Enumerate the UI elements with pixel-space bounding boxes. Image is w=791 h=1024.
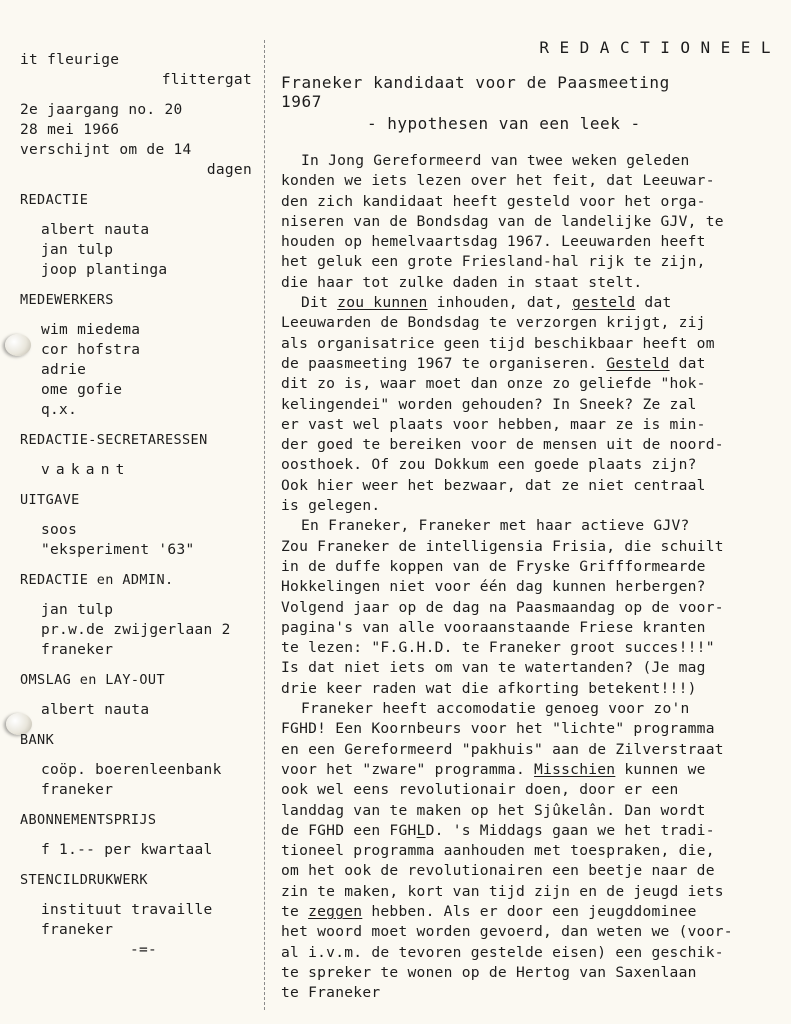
- newsletter-title-line2: flittergat: [161, 72, 252, 88]
- colophon-line: "eksperiment '63": [41, 542, 195, 558]
- article-line: Leeuwarden de Bondsdag te verzorgen krijgt, zij: [281, 314, 706, 332]
- article-line: het geluk een grote Friesland-hal rijk te zijn,: [281, 253, 706, 271]
- underlined-text: L: [416, 821, 426, 839]
- article-line: der goed te bereiken voor de mensen uit de noord-: [281, 436, 724, 454]
- colophon-line: franeker: [41, 922, 114, 938]
- article-line: zin te maken, kort van tijd zijn en de jeugd iets: [281, 882, 724, 900]
- colophon-line: instituut travaille: [41, 902, 213, 918]
- article-line: kelingendei" worden gehouden? In Sneek? Ze zal: [281, 395, 697, 413]
- colophon-line: q.x.: [41, 402, 78, 418]
- article-line: Hokkelingen niet voor één dag kunnen herbergen?: [281, 578, 706, 596]
- colophon-line: cor hofstra: [41, 342, 141, 358]
- text-segment: de FGHD een FGH: [281, 821, 417, 839]
- masthead: REDACTIONEEL: [539, 38, 781, 57]
- frequency-line1: verschijnt om de 14: [20, 142, 192, 158]
- end-mark: -=-: [130, 942, 158, 958]
- article-line: als organisatrice geen tijd beschikbaar heeft om: [281, 334, 715, 352]
- article-line: FGHD! Een Koornbeurs voor het "lichte" programma: [281, 720, 715, 738]
- colophon-line: soos: [41, 522, 78, 538]
- text-segment: Dit: [301, 294, 338, 312]
- article-line: konden we iets lezen over het feit, dat Leeuwar-: [281, 172, 715, 190]
- colophon-line: adrie: [41, 362, 87, 378]
- text-segment: kunnen we: [615, 760, 706, 778]
- colophon-line: ome gofie: [41, 382, 123, 398]
- article-line: dit zo is, waar moet dan onze zo geliefde "hok-: [281, 375, 706, 393]
- article-line: te lezen: "F.G.H.D. te Franeker groot succes!!!": [281, 639, 715, 657]
- article-body: [281, 151, 773, 1003]
- article-line: al i.v.m. de tevoren gestelde eisen) een geschik-: [281, 943, 724, 961]
- colophon-line: wim miedema: [41, 322, 141, 338]
- article-line: Volgend jaar op de dag na Paasmaandag op de voor-: [281, 598, 724, 616]
- article-line: landdag van te maken op het Sjûkelân. Dan wordt: [281, 801, 706, 819]
- article-line: in de duffe koppen van de Fryske Griffformearde: [281, 557, 706, 575]
- article-line: [281, 902, 773, 922]
- underlined-text: gesteld: [572, 294, 636, 312]
- colophon-line: albert nauta: [41, 222, 150, 238]
- article-line: [281, 354, 773, 374]
- underlined-text: zou kunnen: [337, 294, 428, 312]
- article-line: pagina's van alle vooraanstaande Friese kranten: [281, 618, 706, 636]
- column-divider: [264, 40, 265, 1010]
- text-segment: dat: [635, 294, 672, 312]
- colophon: [20, 50, 252, 960]
- section-heading-bank: BANK: [20, 732, 55, 748]
- article-line: Ook hier weer het bezwaar, dat ze niet centraal: [281, 476, 706, 494]
- text-segment: D. 's Middags gaan we het tradi-: [425, 821, 715, 839]
- article-line: En Franeker, Franeker met haar actieve GJV?: [301, 517, 690, 535]
- underlined-text: zeggen: [308, 902, 363, 920]
- colophon-line: franeker: [41, 642, 114, 658]
- article-line: te spreker te wonen op de Hertog van Saxenlaan: [281, 963, 697, 981]
- headline-line2: 1967: [281, 92, 322, 111]
- colophon-line: jan tulp: [41, 602, 114, 618]
- text-segment: voor het "zware" programma.: [281, 760, 535, 778]
- underlined-text: Gesteld: [606, 354, 670, 372]
- colophon-line: albert nauta: [41, 702, 150, 718]
- colophon-line: pr.w.de zwijgerlaan 2: [41, 622, 231, 638]
- frequency-line2: dagen: [206, 162, 252, 178]
- article-line: houden op hemelvaartsdag 1967. Leeuwarden heeft: [281, 233, 706, 251]
- article: [281, 38, 781, 1003]
- colophon-line: coöp. boerenleenbank: [41, 762, 222, 778]
- colophon-line: f 1.-- per kwartaal: [41, 842, 213, 858]
- section-heading-secretaressen: REDACTIE-SECRETARESSEN: [20, 432, 208, 448]
- article-line: het woord moet worden gevoerd, dan weten we (voor-: [281, 923, 733, 941]
- text-segment: dat: [669, 354, 706, 372]
- section-heading-redactie: REDACTIE: [20, 192, 89, 208]
- article-line: [281, 821, 773, 841]
- section-heading-abonnement: ABONNEMENTSPRIJS: [20, 812, 157, 828]
- subheading: - hypothesen van een leek -: [367, 114, 641, 133]
- article-line: die haar tot zulke daden in staat stelt.: [281, 273, 643, 291]
- text-segment: inhouden, dat,: [427, 294, 573, 312]
- issue-date: 28 mei 1966: [20, 122, 120, 138]
- section-heading-stencil: STENCILDRUKWERK: [20, 872, 148, 888]
- colophon-line: vakant: [41, 462, 131, 478]
- underlined-text: Misschien: [534, 760, 616, 778]
- section-heading-admin: REDACTIE en ADMIN.: [20, 572, 174, 588]
- headline-line1: Franeker kandidaat voor de Paasmeeting: [281, 73, 670, 92]
- section-heading-omslag: OMSLAG en LAY-OUT: [20, 672, 165, 688]
- section-heading-uitgave: UITGAVE: [20, 492, 80, 508]
- text-segment: de paasmeeting 1967 te organiseren.: [281, 354, 607, 372]
- article-line: er vast wel plaats voor hebben, maar ze is min-: [281, 415, 706, 433]
- colophon-line: franeker: [41, 782, 114, 798]
- article-line: om het ook de revolutionairen een beetje naar de: [281, 862, 715, 880]
- article-line: In Jong Gereformeerd van twee weken geleden: [301, 152, 690, 169]
- article-line: Is dat niet iets om van te watertanden? (Je mag: [281, 659, 706, 677]
- article-line: ook wel eens revolutionair doen, door er een: [281, 781, 679, 799]
- text-segment: hebben. Als er door een jeugddominee: [362, 902, 697, 920]
- article-line: is gelegen.: [281, 497, 381, 515]
- section-heading-medewerkers: MEDEWERKERS: [20, 292, 114, 308]
- article-line: den zich kandidaat heeft gesteld voor het orga-: [281, 192, 706, 210]
- issue-number: 2e jaargang no. 20: [20, 102, 183, 118]
- article-line: Franeker heeft accomodatie genoeg voor zo'n: [301, 700, 690, 718]
- colophon-line: joop plantinga: [41, 262, 168, 278]
- article-line: tioneel programma aanhouden met toespraken, die,: [281, 842, 715, 860]
- newsletter-title-line1: it fleurige: [20, 52, 120, 68]
- article-line: [281, 760, 773, 780]
- article-line: oosthoek. Of zou Dokkum een goede plaats zijn?: [281, 456, 697, 474]
- text-segment: te: [281, 902, 309, 920]
- colophon-line: jan tulp: [41, 242, 114, 258]
- article-line: niseren van de Bondsdag van de landelijke GJV, te: [281, 212, 724, 230]
- article-line: te Franeker: [281, 984, 381, 1002]
- article-line: drie keer raden wat die afkorting betekent!!!): [281, 679, 697, 697]
- article-line: Zou Franeker de intelligensia Frisia, die schuilt: [281, 537, 724, 555]
- article-line: [281, 293, 773, 313]
- article-line: en een Gereformeerd "pakhuis" aan de Zilverstraat: [281, 740, 724, 758]
